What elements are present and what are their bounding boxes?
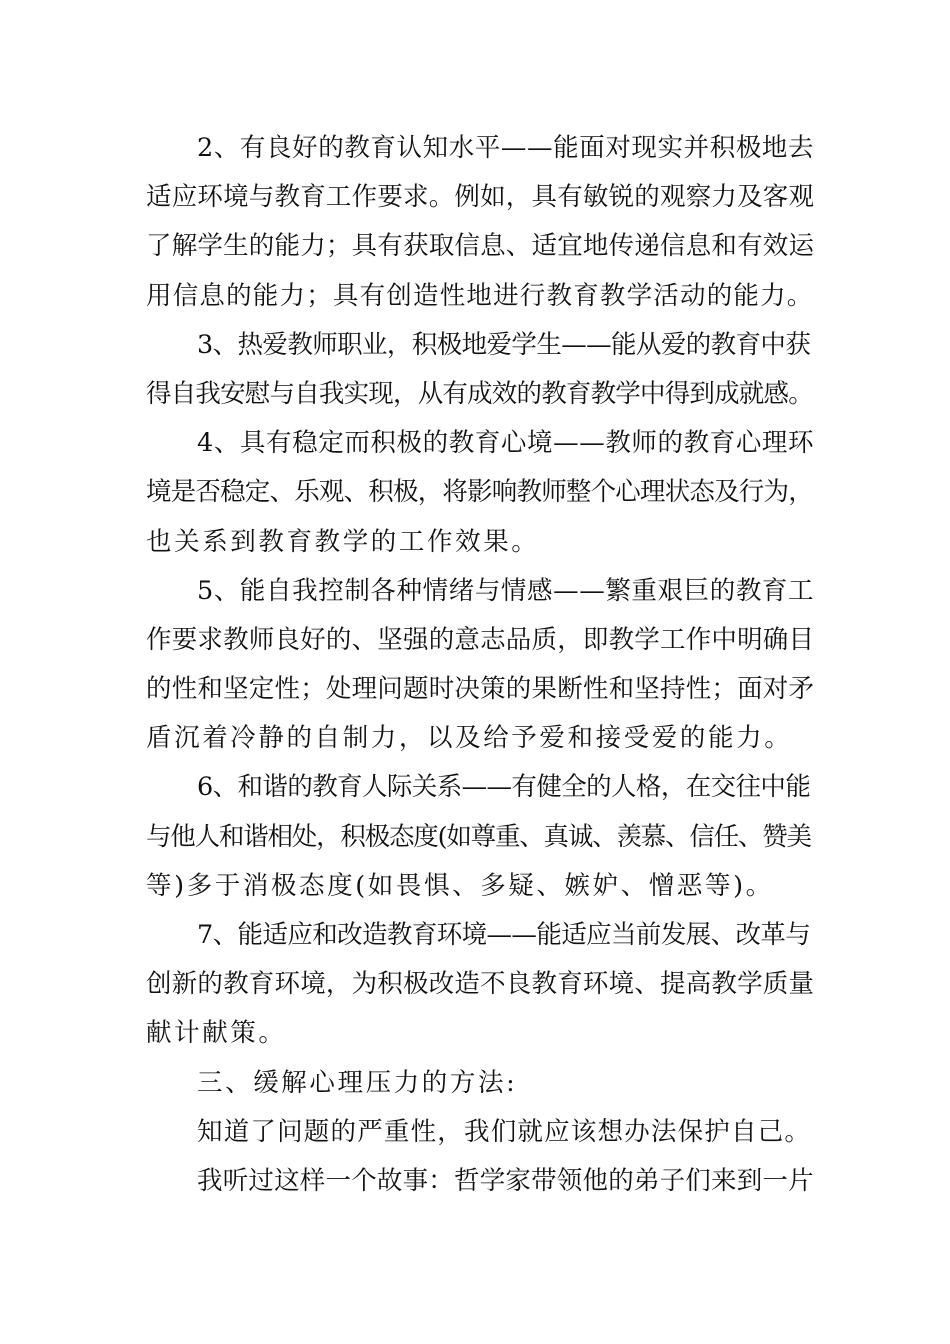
text-line: 与他人和谐相处，积极态度(如尊重、真诚、羡慕、信任、赞美 — [146, 821, 811, 852]
text-line: 献计献策。 — [146, 1018, 287, 1049]
text-line: 5、能自我控制各种情绪与情感——繁重艰巨的教育工 — [197, 575, 815, 606]
text-line: 2、有良好的教育认知水平——能面对现实并积极地去 — [197, 133, 815, 163]
text-line: 适应环境与教育工作要求。例如，具有敏锐的观察力及客观 — [146, 182, 815, 213]
text-line: 得自我安慰与自我实现，从有成效的教育教学中得到成就感。 — [146, 378, 813, 409]
text-line: 3、热爱教师职业，积极地爱学生——能从爱的教育中获 — [197, 329, 811, 360]
text-line: 我听过这样一个故事：哲学家带领他的弟子们来到一片 — [197, 1165, 814, 1196]
text-line: 境是否稳定、乐观、积极，将影响教师整个心理状态及行为， — [146, 477, 813, 508]
text-line: 三、缓解心理压力的方法: — [197, 1067, 518, 1098]
text-line: 知道了问题的严重性，我们就应该想办法保护自己。 — [197, 1116, 812, 1147]
text-line: 的性和坚定性；处理问题时决策的果断性和坚持性；面对矛 — [146, 674, 815, 705]
text-line: 也关系到教育教学的工作效果。 — [146, 526, 540, 557]
text-line: 作要求教师良好的、坚强的意志品质，即教学工作中明确目 — [146, 624, 815, 655]
text-line: 创新的教育环境，为积极改造不良教育环境、提高教学质量 — [146, 969, 815, 1000]
text-line: 4、具有稳定而积极的教育心境——教师的教育心理环 — [197, 428, 815, 459]
text-line: 等)多于消极态度(如畏惧、多疑、嫉妒、憎恶等)。 — [146, 870, 774, 901]
text-line: 盾沉着冷静的自制力，以及给予爱和接受爱的能力。 — [146, 723, 793, 754]
document-body — [146, 124, 814, 1206]
text-line: 7、能适应和改造教育环境——能适应当前发展、改革与 — [197, 920, 811, 950]
text-line: 了解学生的能力；具有获取信息、适宜地传递信息和有效运 — [146, 231, 815, 262]
text-line: 6、和谐的教育人际关系——有健全的人格，在交往中能 — [197, 772, 811, 803]
text-line: 用信息的能力；具有创造性地进行教育教学活动的能力。 — [146, 280, 814, 311]
